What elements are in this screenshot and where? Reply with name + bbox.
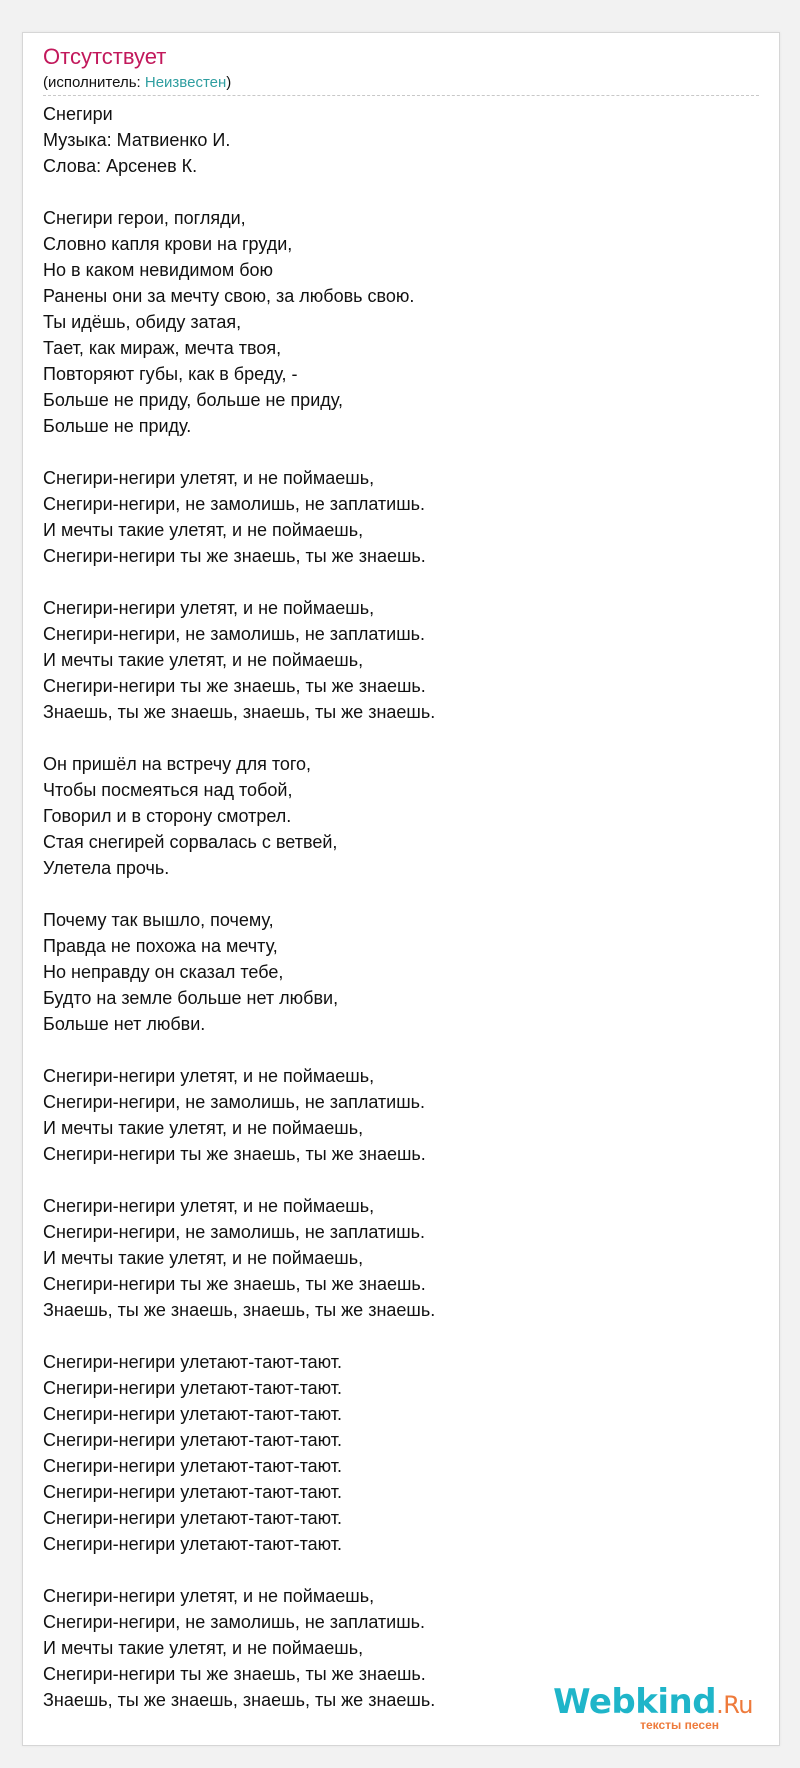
logo-tld: .Ru [716, 1691, 753, 1719]
lyric-line: Снегири-негири, не замолишь, не заплатишь. [43, 1612, 426, 1632]
lyric-line: Стая снегирей сорвалась с ветвей, [43, 832, 338, 852]
lyric-blank-line [43, 439, 759, 465]
lyric-line: Правда не похожа на мечту, [43, 936, 278, 956]
lyric-line: Снегири-негири, не замолишь, не заплатишь. [43, 624, 426, 644]
lyric-line: Знаешь, ты же знаешь, знаешь, ты же знаешь. [43, 1300, 436, 1320]
logo-name: Webkind [553, 1682, 717, 1722]
lyric-line: Снегири-негири улетают-тают-тают. [43, 1534, 342, 1554]
artist-link[interactable]: Неизвестен [144, 74, 227, 91]
lyric-line: Снегири [43, 104, 113, 124]
lyric-blank-line [43, 881, 759, 907]
lyric-line: Больше не приду. [43, 416, 192, 436]
lyric-line: Знаешь, ты же знаешь, знаешь, ты же знаешь. [43, 1690, 436, 1710]
lyrics-card [22, 32, 780, 1746]
lyric-line: Знаешь, ты же знаешь, знаешь, ты же знаешь. [43, 702, 436, 722]
lyric-line: И мечты такие улетят, и не поймаешь, [43, 650, 364, 670]
lyric-line: Больше не приду, больше не приду, [43, 390, 343, 410]
lyric-line: Снегири-негири улетят, и не поймаешь, [43, 1586, 375, 1606]
lyric-line: Ранены они за мечту свою, за любовь свою. [43, 286, 415, 306]
lyric-line: Снегири-негири улетают-тают-тают. [43, 1482, 342, 1502]
lyric-line: Он пришёл на встречу для того, [43, 754, 312, 774]
artist-prefix: (исполнитель: [43, 74, 145, 91]
lyric-line: И мечты такие улетят, и не поймаешь, [43, 520, 364, 540]
lyric-line: Снегири-негири, не замолишь, не заплатишь. [43, 494, 426, 514]
song-header [43, 43, 759, 93]
logo-tagline: тексты песен [640, 1718, 719, 1732]
lyric-blank-line [43, 1557, 759, 1583]
lyric-line: Снегири-негири улетят, и не поймаешь, [43, 1066, 375, 1086]
lyric-line: Снегири-негири улетят, и не поймаешь, [43, 598, 375, 618]
lyric-line: Чтобы посмеяться над тобой, [43, 780, 293, 800]
lyric-line: Но в каком невидимом бою [43, 260, 274, 280]
lyric-line: Повторяют губы, как в бреду, - [43, 364, 298, 384]
song-title: Отсутствует [43, 44, 167, 69]
lyric-blank-line [43, 179, 759, 205]
lyric-line: Снегири-негири ты же знаешь, ты же знаешь. [43, 1664, 426, 1684]
lyric-line: Слова: Арсенев К. [43, 156, 198, 176]
lyric-line: Почему так вышло, почему, [43, 910, 274, 930]
lyric-line: Снегири-негири улетают-тают-тают. [43, 1456, 342, 1476]
artist-suffix: ) [226, 74, 232, 91]
lyric-line: Ты идёшь, обиду затая, [43, 312, 242, 332]
lyric-line: Снегири-негири ты же знаешь, ты же знаешь. [43, 1274, 426, 1294]
lyric-line: Снегири-негири улетают-тают-тают. [43, 1430, 342, 1450]
lyric-line: И мечты такие улетят, и не поймаешь, [43, 1638, 364, 1658]
lyric-line: Снегири-негири, не замолишь, не заплатишь. [43, 1092, 426, 1112]
lyric-line: Снегири герои, погляди, [43, 208, 246, 228]
lyric-line: Музыка: Матвиенко И. [43, 130, 231, 150]
lyric-line: Словно капля крови на груди, [43, 234, 293, 254]
header-divider [43, 95, 759, 96]
lyric-blank-line [43, 1323, 759, 1349]
lyric-line: Снегири-негири ты же знаешь, ты же знаешь. [43, 1144, 426, 1164]
lyric-line: Снегири-негири ты же знаешь, ты же знаешь. [43, 676, 426, 696]
lyric-line: Тает, как мираж, мечта твоя, [43, 338, 282, 358]
lyric-line: И мечты такие улетят, и не поймаешь, [43, 1248, 364, 1268]
artist-line [43, 73, 759, 93]
lyric-line: Снегири-негири улетят, и не поймаешь, [43, 468, 375, 488]
lyric-line: И мечты такие улетят, и не поймаешь, [43, 1118, 364, 1138]
lyric-line: Снегири-негири улетят, и не поймаешь, [43, 1196, 375, 1216]
lyric-line: Снегири-негири ты же знаешь, ты же знаешь. [43, 546, 426, 566]
lyric-blank-line [43, 725, 759, 751]
lyric-line: Снегири-негири, не замолишь, не заплатишь. [43, 1222, 426, 1242]
lyric-blank-line [43, 1167, 759, 1193]
lyric-blank-line [43, 569, 759, 595]
lyrics-text [43, 101, 759, 1713]
site-logo[interactable] [553, 1684, 753, 1731]
lyric-line: Снегири-негири улетают-тают-тают. [43, 1352, 342, 1372]
lyric-blank-line [43, 1037, 759, 1063]
lyric-line: Больше нет любви. [43, 1014, 206, 1034]
lyric-line: Но неправду он сказал тебе, [43, 962, 284, 982]
lyric-line: Улетела прочь. [43, 858, 170, 878]
lyric-line: Снегири-негири улетают-тают-тают. [43, 1378, 342, 1398]
lyric-line: Снегири-негири улетают-тают-тают. [43, 1404, 342, 1424]
lyric-line: Говорил и в сторону смотрел. [43, 806, 292, 826]
lyric-line: Снегири-негири улетают-тают-тают. [43, 1508, 342, 1528]
lyric-line: Будто на земле больше нет любви, [43, 988, 339, 1008]
